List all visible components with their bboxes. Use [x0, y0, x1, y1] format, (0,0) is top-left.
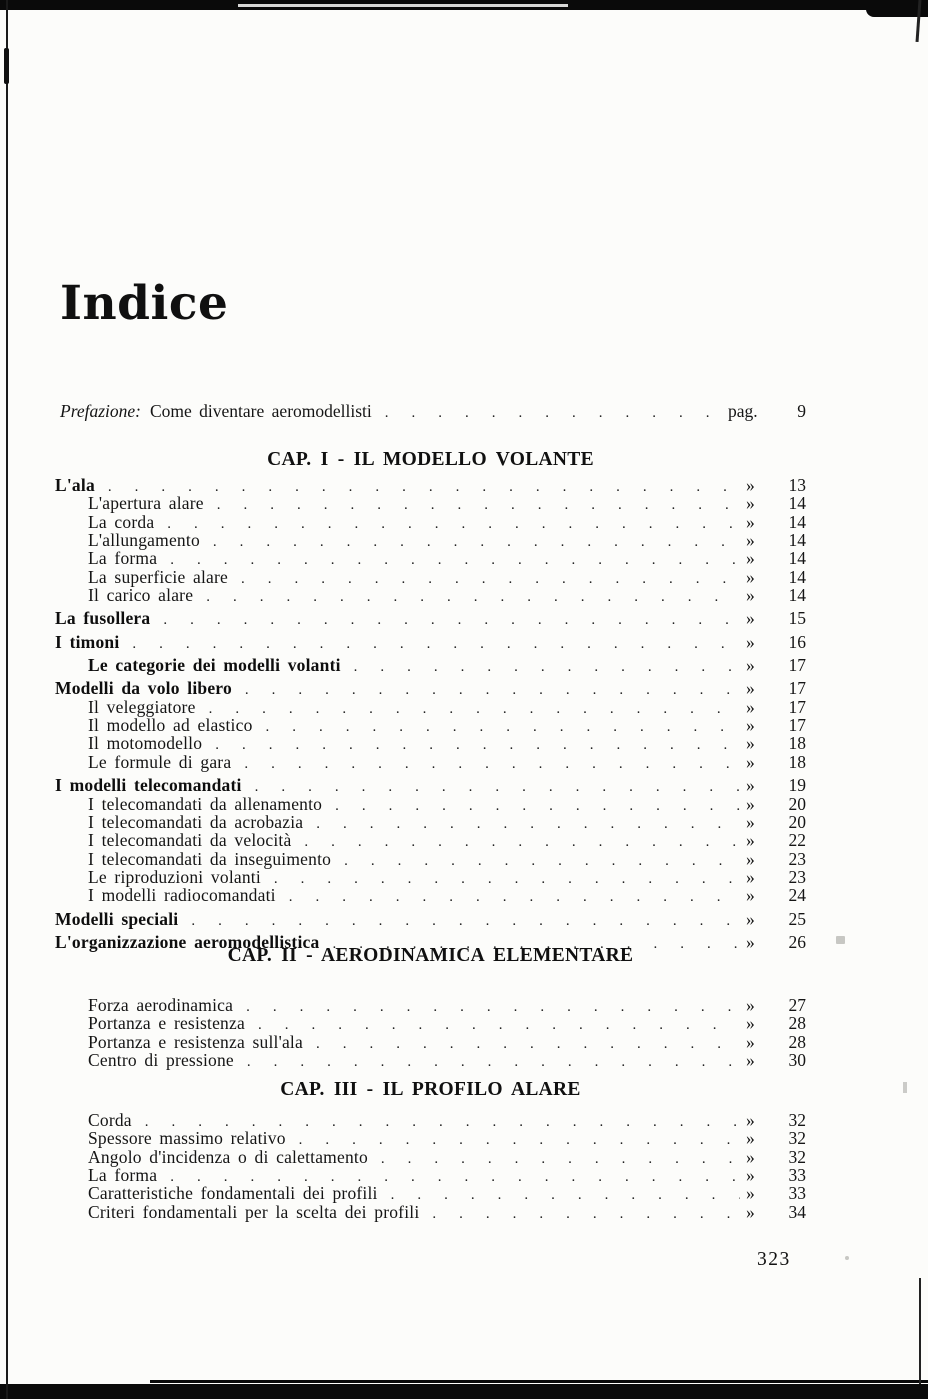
toc-entry-label: I telecomandati da acrobazia — [88, 811, 304, 832]
page-number: 18 — [788, 733, 806, 754]
page-number: 17 — [788, 678, 806, 699]
guillemet: » — [746, 1031, 755, 1052]
dot-leader — [385, 402, 722, 423]
scan-speck — [845, 1256, 849, 1260]
toc-entry-label: Portanza e resistenza sull'ala — [88, 1031, 303, 1052]
page-number: 28 — [788, 1013, 806, 1034]
page-number: 22 — [788, 830, 806, 851]
dot-leader — [247, 1051, 740, 1071]
dot-leader — [289, 886, 740, 906]
guillemet: » — [746, 511, 755, 532]
toc-entry-label: Centro di pressione — [88, 1050, 234, 1071]
toc-entry-label: L'allungamento — [88, 530, 200, 551]
prefazione-text: Come diventare aeromodellisti — [150, 401, 372, 421]
toc-entry — [55, 476, 806, 494]
toc-entry-label: Angolo d'incidenza o di calettamento — [88, 1146, 368, 1167]
toc-entry — [55, 886, 806, 904]
page-number: 26 — [788, 931, 806, 952]
dot-leader — [132, 633, 740, 653]
toc-entry — [55, 734, 806, 752]
toc-entry-label: I telecomandati da velocità — [88, 830, 292, 851]
toc-section — [55, 996, 806, 1069]
toc-entry — [55, 850, 806, 868]
guillemet: » — [746, 931, 755, 952]
page-number: 17 — [788, 715, 806, 736]
toc-section — [55, 1111, 806, 1221]
toc-entry-label: L'organizzazione aeromodellistica — [55, 931, 320, 952]
guillemet: » — [746, 608, 755, 629]
toc-entry-label: Criteri fondamentali per la scelta dei profili — [88, 1201, 420, 1222]
toc-entry-label: I telecomandati da allenamento — [88, 793, 323, 814]
toc-entry — [55, 795, 806, 813]
guillemet: » — [746, 848, 755, 869]
dot-leader — [213, 531, 740, 551]
toc-entry — [55, 996, 806, 1014]
guillemet: » — [746, 793, 755, 814]
toc-entry-label: Il carico alare — [88, 585, 194, 606]
toc-entry — [55, 716, 806, 734]
toc-entry-label: Modelli speciali — [55, 908, 179, 929]
toc-entry — [55, 831, 806, 849]
guillemet: » — [746, 655, 755, 676]
toc-entry-label: La corda — [88, 511, 155, 532]
toc-entry-label: Spessore massimo relativo — [88, 1128, 286, 1149]
toc-entry — [55, 513, 806, 531]
dot-leader — [354, 656, 740, 676]
page-number: 34 — [788, 1201, 806, 1222]
dot-leader — [391, 1184, 740, 1204]
toc-entry — [55, 1033, 806, 1051]
guillemet: » — [746, 830, 755, 851]
chapter-heading: CAP. II - AERODINAMICA ELEMENTARE — [227, 945, 634, 966]
guillemet: » — [746, 1050, 755, 1071]
guillemet: » — [746, 751, 755, 772]
toc-entry — [55, 609, 806, 627]
scan-edge-left-mark — [4, 48, 9, 84]
prefazione-label: Prefazione: — [60, 401, 141, 421]
page-number: 25 — [788, 908, 806, 929]
dot-leader — [335, 795, 740, 815]
dot-leader — [255, 776, 740, 796]
toc-entry — [55, 586, 806, 604]
dot-leader — [266, 716, 740, 736]
scan-speck — [836, 936, 845, 944]
scan-edge-right-bottom — [919, 1278, 921, 1384]
guillemet: » — [746, 1183, 755, 1204]
page-number: 17 — [788, 655, 806, 676]
guillemet: » — [746, 715, 755, 736]
guillemet: » — [746, 775, 755, 796]
toc-entry — [55, 1111, 806, 1129]
page-abbrev: pag. — [728, 401, 758, 421]
page-number: 14 — [788, 585, 806, 606]
scan-speck — [903, 1082, 907, 1093]
dot-leader — [381, 1148, 740, 1168]
guillemet: » — [746, 475, 755, 495]
toc-entry-label: L'apertura alare — [88, 493, 204, 514]
page-number: 14 — [788, 511, 806, 532]
page-number: 19 — [788, 775, 806, 796]
toc-entry — [55, 1203, 806, 1221]
chapter-heading: CAP. I - IL MODELLO VOLANTE — [267, 449, 594, 470]
scan-edge-bottom-line — [150, 1380, 928, 1383]
guillemet: » — [746, 908, 755, 929]
toc-entry-label: Modelli da volo libero — [55, 678, 232, 699]
guillemet: » — [746, 1165, 755, 1186]
page-number: 14 — [788, 493, 806, 514]
toc-entry — [55, 494, 806, 512]
page-number: 20 — [788, 793, 806, 814]
guillemet: » — [746, 566, 755, 587]
guillemet: » — [746, 1201, 755, 1222]
toc-entry-label: Corda — [88, 1110, 132, 1130]
toc-entry — [55, 698, 806, 716]
toc-entry — [55, 549, 806, 567]
toc-entry-label: Portanza e resistenza — [88, 1013, 245, 1034]
page-number: 17 — [788, 696, 806, 717]
dot-leader — [167, 513, 740, 533]
page-number: 24 — [788, 885, 806, 906]
guillemet: » — [746, 548, 755, 569]
dot-leader — [258, 1014, 740, 1034]
toc-entry — [55, 1051, 806, 1069]
page-title: Indice — [60, 276, 229, 331]
dot-leader — [170, 549, 740, 569]
page-number: 13 — [788, 475, 806, 495]
toc-entry-label: Il veleggiatore — [88, 696, 196, 717]
guillemet: » — [746, 811, 755, 832]
toc-entry-label: Le categorie dei modelli volanti — [88, 655, 341, 676]
page-number: 9 — [797, 401, 806, 421]
toc-entry — [55, 1014, 806, 1032]
dot-leader — [215, 734, 740, 754]
guillemet: » — [746, 885, 755, 906]
guillemet: » — [746, 866, 755, 887]
guillemet: » — [746, 995, 755, 1015]
dot-leader — [316, 1033, 740, 1053]
page-number: 23 — [788, 848, 806, 869]
toc-entry-label: Il motomodello — [88, 733, 203, 754]
toc-entry — [55, 633, 806, 651]
toc-entry — [55, 568, 806, 586]
toc-entry — [55, 776, 806, 794]
guillemet: » — [746, 1128, 755, 1149]
toc-entry-label: Forza aerodinamica — [88, 995, 234, 1015]
dot-leader — [304, 831, 740, 851]
page-number: 23 — [788, 866, 806, 887]
guillemet: » — [746, 585, 755, 606]
dot-leader — [163, 609, 740, 629]
page-number: 30 — [788, 1050, 806, 1071]
toc-entry-label: La superficie alare — [88, 566, 228, 587]
guillemet: » — [746, 678, 755, 699]
toc-entry — [55, 531, 806, 549]
toc-entry — [55, 910, 806, 928]
toc-entry-label: L'ala — [55, 475, 95, 495]
page-number: 15 — [788, 608, 806, 629]
dot-leader — [217, 494, 740, 514]
toc-entry-label: La forma — [88, 1165, 158, 1186]
toc-entry — [55, 813, 806, 831]
guillemet: » — [746, 631, 755, 652]
dot-leader — [316, 813, 740, 833]
toc-entry — [55, 679, 806, 697]
toc-entry — [55, 868, 806, 886]
toc-entry — [55, 1129, 806, 1147]
dot-leader — [274, 868, 740, 888]
page-number: 14 — [788, 566, 806, 587]
toc-entry-label: I modelli telecomandati — [55, 775, 242, 796]
scan-edge-left — [6, 0, 8, 1399]
guillemet: » — [746, 530, 755, 551]
dot-leader — [432, 1203, 740, 1223]
toc-entry-label: Le formule di gara — [88, 751, 232, 772]
toc-entry-label: Le riproduzioni volanti — [88, 866, 261, 887]
dot-leader — [206, 586, 740, 606]
dot-leader — [244, 753, 740, 773]
toc-entry — [55, 1166, 806, 1184]
folio-page-number: 323 — [757, 1249, 791, 1270]
page-number: 14 — [788, 548, 806, 569]
toc-entry-label: La fusollera — [55, 608, 151, 629]
toc-entry — [55, 1148, 806, 1166]
page-number: 14 — [788, 530, 806, 551]
toc-entry-label: I telecomandati da inseguimento — [88, 848, 332, 869]
dot-leader — [246, 996, 740, 1016]
page-number: 28 — [788, 1031, 806, 1052]
toc-entry — [55, 656, 806, 674]
guillemet: » — [746, 493, 755, 514]
toc-entry-label: Il modello ad elastico — [88, 715, 253, 736]
page-number: 33 — [788, 1165, 806, 1186]
guillemet: » — [746, 1110, 755, 1130]
toc-section — [55, 476, 806, 951]
toc-entry — [55, 1184, 806, 1202]
dot-leader — [344, 850, 740, 870]
page-number: 32 — [788, 1128, 806, 1149]
prefazione-row — [60, 402, 806, 423]
guillemet: » — [746, 696, 755, 717]
chapter-heading: CAP. III - IL PROFILO ALARE — [280, 1079, 581, 1100]
page-number: 18 — [788, 751, 806, 772]
dot-leader — [209, 698, 740, 718]
dot-leader — [241, 568, 740, 588]
page-number: 27 — [788, 995, 806, 1015]
dot-leader — [191, 910, 740, 930]
scan-edge-bottom — [0, 1384, 928, 1399]
toc-entry-label: La forma — [88, 548, 158, 569]
dot-leader — [245, 679, 740, 699]
page-number: 32 — [788, 1110, 806, 1130]
scan-edge-top-slit — [238, 4, 568, 7]
toc-entry — [55, 753, 806, 771]
guillemet: » — [746, 733, 755, 754]
toc-entry-label: I modelli radiocomandati — [88, 885, 276, 906]
toc-entry-label: I timoni — [55, 631, 120, 652]
page-number: 16 — [788, 631, 806, 652]
guillemet: » — [746, 1013, 755, 1034]
page-number: 20 — [788, 811, 806, 832]
page-number: 33 — [788, 1183, 806, 1204]
toc-entry-label: Caratteristiche fondamentali dei profili — [88, 1183, 378, 1204]
guillemet: » — [746, 1146, 755, 1167]
page-number: 32 — [788, 1146, 806, 1167]
